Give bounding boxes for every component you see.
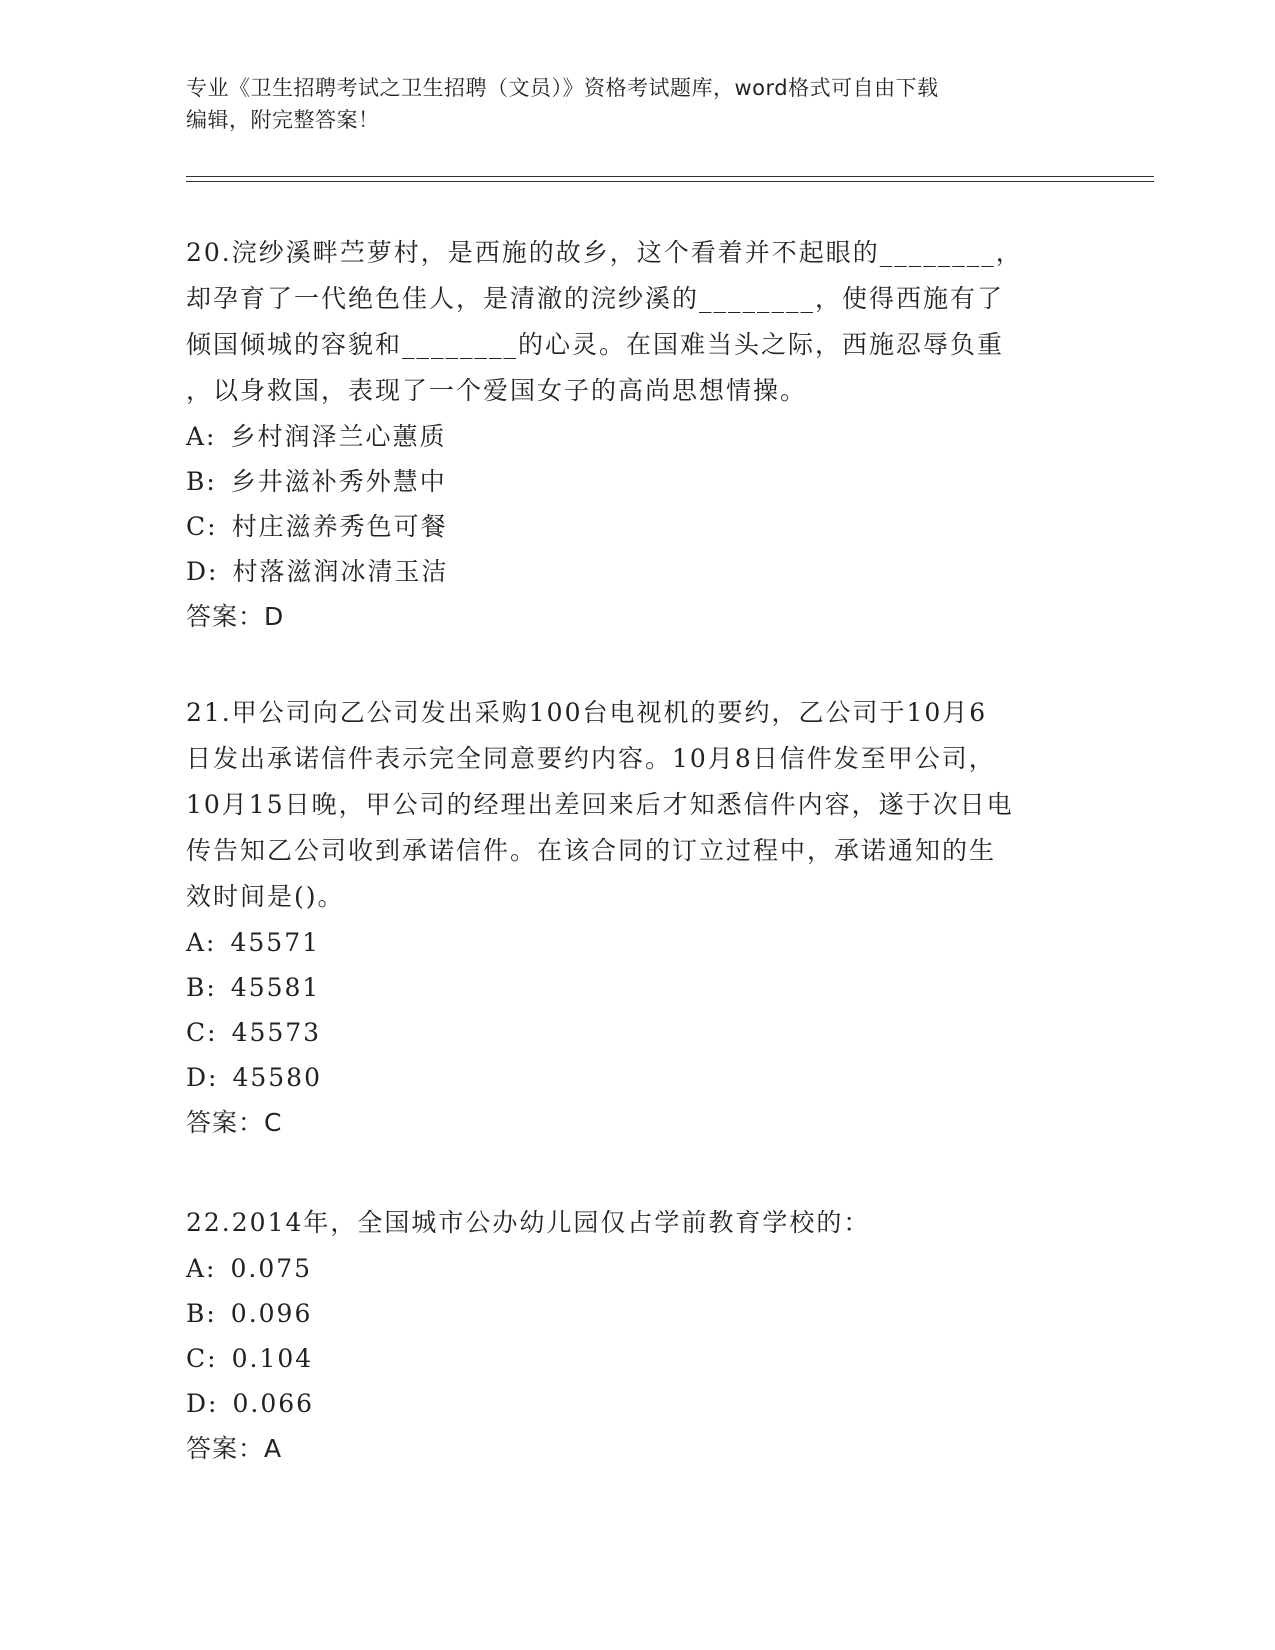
stem-line: 传告知乙公司收到承诺信件。在该合同的订立过程中，承诺通知的生 bbox=[186, 836, 997, 865]
option-d bbox=[186, 549, 1086, 594]
option-text: 45581 bbox=[230, 973, 321, 1002]
stem-line: 10月15日晚，甲公司的经理出差回来后才知悉信件内容，遂于次日电 bbox=[186, 790, 1014, 819]
option-letter: C: bbox=[186, 1018, 218, 1047]
option-text: 0.075 bbox=[230, 1254, 313, 1283]
option-a bbox=[186, 920, 1086, 965]
option-text: 村落滋润冰清玉洁 bbox=[232, 557, 449, 586]
option-text: 0.066 bbox=[232, 1389, 315, 1418]
option-c bbox=[186, 1010, 1086, 1055]
stem-line: 倾国倾城的容貌和________的心灵。在国难当头之际，西施忍辱负重 bbox=[186, 330, 1005, 359]
option-text: 乡井滋补秀外慧中 bbox=[230, 467, 447, 496]
stem-line: 却孕育了一代绝色佳人，是清澈的浣纱溪的________，使得西施有了 bbox=[186, 284, 1005, 313]
question-21 bbox=[186, 690, 1086, 1146]
option-d bbox=[186, 1055, 1086, 1100]
question-20 bbox=[186, 230, 1086, 640]
stem-line: ，以身救国，表现了一个爱国女子的高尚思想情操。 bbox=[186, 376, 808, 405]
option-letter: B: bbox=[186, 467, 217, 496]
header-rule-bottom bbox=[186, 181, 1154, 182]
document-header bbox=[186, 72, 1076, 136]
option-b bbox=[186, 1291, 1086, 1336]
option-text: 0.104 bbox=[231, 1344, 314, 1373]
option-letter: C: bbox=[186, 512, 218, 541]
header-rule-top bbox=[186, 176, 1154, 177]
option-letter: D: bbox=[186, 1063, 219, 1092]
option-letter: A: bbox=[186, 422, 217, 451]
option-text: 乡村润泽兰心蕙质 bbox=[230, 422, 447, 451]
option-c bbox=[186, 504, 1086, 549]
stem-line: 20.浣纱溪畔苎萝村，是西施的故乡，这个看着并不起眼的________， bbox=[186, 238, 1023, 267]
answer-line: 答案：D bbox=[186, 602, 285, 631]
header-line-2: 编辑，附完整答案！ bbox=[186, 108, 380, 132]
option-c bbox=[186, 1336, 1086, 1381]
answer-line: 答案：A bbox=[186, 1434, 283, 1463]
option-d bbox=[186, 1381, 1086, 1426]
question-stem bbox=[186, 1200, 1086, 1246]
stem-line: 效时间是()。 bbox=[186, 882, 345, 911]
stem-line: 日发出承诺信件表示完全同意要约内容。10月8日信件发至甲公司， bbox=[186, 744, 996, 773]
question-stem bbox=[186, 690, 1086, 920]
option-text: 村庄滋养秀色可餐 bbox=[231, 512, 448, 541]
option-letter: D: bbox=[186, 1389, 219, 1418]
option-text: 45580 bbox=[232, 1063, 322, 1092]
option-b bbox=[186, 965, 1086, 1010]
option-text: 45571 bbox=[230, 928, 321, 957]
option-a bbox=[186, 414, 1086, 459]
option-letter: C: bbox=[186, 1344, 218, 1373]
option-b bbox=[186, 459, 1086, 504]
header-line-1: 专业《卫生招聘考试之卫生招聘（文员）》资格考试题库，word格式可自由下载 bbox=[186, 76, 939, 100]
option-text: 0.096 bbox=[230, 1299, 313, 1328]
stem-line: 21.甲公司向乙公司发出采购100台电视机的要约，乙公司于10月6 bbox=[186, 698, 988, 727]
question-22 bbox=[186, 1200, 1086, 1472]
option-letter: D: bbox=[186, 557, 219, 586]
stem-line: 22.2014年，全国城市公办幼儿园仅占学前教育学校的： bbox=[186, 1208, 871, 1237]
option-letter: B: bbox=[186, 1299, 217, 1328]
option-letter: A: bbox=[186, 1254, 217, 1283]
option-text: 45573 bbox=[231, 1018, 322, 1047]
answer-line: 答案：C bbox=[186, 1108, 283, 1137]
question-stem bbox=[186, 230, 1086, 414]
option-letter: A: bbox=[186, 928, 217, 957]
option-letter: B: bbox=[186, 973, 217, 1002]
option-a bbox=[186, 1246, 1086, 1291]
